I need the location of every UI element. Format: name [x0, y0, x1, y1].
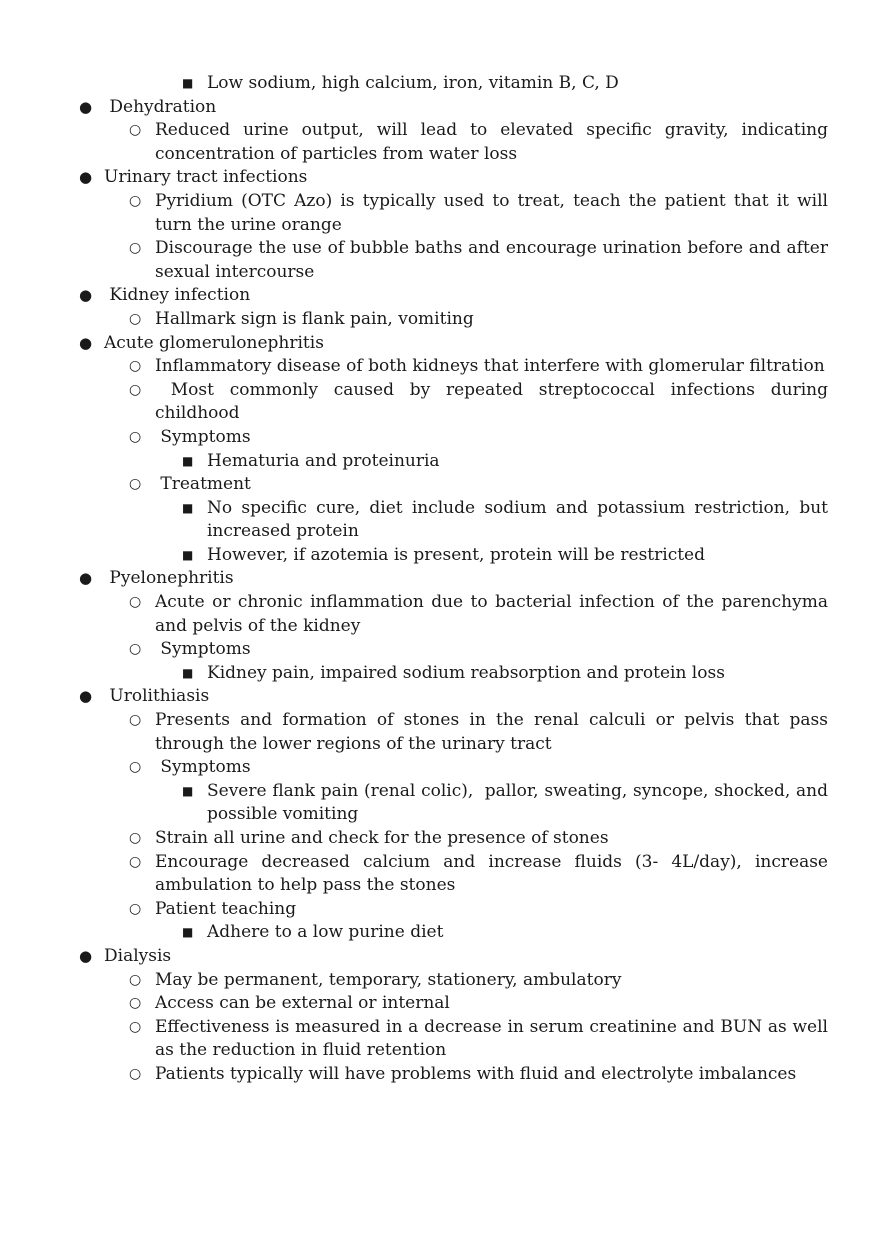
- list-item-level-3: [0, 662, 880, 686]
- square-bullet-icon: ■: [182, 665, 194, 680]
- list-item-level-2: [0, 119, 880, 166]
- hollow-circle-bullet-icon: ○: [129, 759, 142, 776]
- list-item-level-2: [0, 355, 880, 379]
- list-item-text: Dehydration: [104, 96, 217, 117]
- square-bullet-icon: ■: [182, 925, 194, 940]
- list-item-text: Inflammatory disease of both kidneys that interfere with glomerular filtration: [155, 356, 825, 377]
- list-item-text: Acute or chronic inflammation due to bacterial infection of the parenchyma and pelvis of the kidney: [155, 592, 834, 636]
- hollow-circle-bullet-icon: ○: [129, 192, 142, 209]
- square-bullet-icon: ■: [182, 453, 194, 468]
- list-item-text: Severe flank pain (renal colic), pallor, sweating, syncope, shocked, and possible vomiting: [207, 780, 834, 825]
- list-item-text: Dialysis: [104, 945, 172, 966]
- square-bullet-icon: ■: [182, 76, 194, 90]
- list-item-text: Effectiveness is measured in a decrease in serum creatinine and BUN as well as the reduction in fluid retention: [155, 1016, 834, 1061]
- list-item-level-2: [0, 709, 880, 756]
- square-bullet-icon: ■: [182, 783, 194, 798]
- hollow-circle-bullet-icon: ○: [129, 358, 142, 375]
- hollow-circle-bullet-icon: ○: [129, 310, 142, 327]
- square-bullet-icon: ■: [182, 500, 194, 515]
- filled-circle-bullet-icon: ●: [79, 569, 93, 588]
- filled-circle-bullet-icon: ●: [79, 286, 93, 305]
- hollow-circle-bullet-icon: ○: [129, 995, 142, 1012]
- list-item-level-2: [0, 473, 880, 497]
- list-item-text: Pyelonephritis: [104, 568, 234, 589]
- list-item-level-1: [0, 284, 880, 308]
- filled-circle-bullet-icon: ●: [79, 168, 93, 187]
- list-item-text: Low sodium, high calcium, iron, vitamin B, C, D: [207, 73, 619, 93]
- hollow-circle-bullet-icon: ○: [129, 381, 142, 398]
- hollow-circle-bullet-icon: ○: [129, 240, 142, 257]
- list-item-level-2: [0, 190, 880, 237]
- hollow-circle-bullet-icon: ○: [129, 122, 142, 139]
- list-item-level-1: [0, 685, 880, 709]
- list-item-level-3: [0, 921, 880, 945]
- list-item-text: Urolithiasis: [104, 686, 210, 707]
- hollow-circle-bullet-icon: ○: [129, 853, 142, 870]
- list-item-level-1: [0, 96, 880, 120]
- list-item-level-2: [0, 638, 880, 662]
- hollow-circle-bullet-icon: ○: [129, 641, 142, 658]
- list-item-text: Reduced urine output, will lead to elevated specific gravity, indicating concentration of particles from water loss: [155, 120, 834, 164]
- list-item-text: Kidney infection: [104, 285, 251, 306]
- list-item-level-2: [0, 851, 880, 898]
- list-item-level-2: [0, 1016, 880, 1063]
- list-item-text: Treatment: [155, 474, 251, 495]
- list-item-level-1: [0, 945, 880, 969]
- list-item-text: Kidney pain, impaired sodium reabsorption and protein loss: [207, 662, 725, 683]
- square-bullet-icon: ■: [182, 547, 194, 562]
- filled-circle-bullet-icon: ●: [79, 333, 93, 352]
- list-item-text: Urinary tract infections: [104, 167, 308, 188]
- list-item-text: Acute glomerulonephritis: [104, 332, 324, 353]
- list-item-level-2: [0, 379, 880, 426]
- list-item-level-2: [0, 308, 880, 332]
- list-item-level-2: [0, 992, 880, 1016]
- list-item-text: Most commonly caused by repeated streptococcal infections during childhood: [155, 379, 834, 424]
- list-item-level-3: [0, 497, 880, 544]
- list-item-level-2: [0, 591, 880, 638]
- list-item-text: However, if azotemia is present, protein will be restricted: [207, 544, 705, 565]
- list-item-level-2: [0, 237, 880, 284]
- list-item-text: Symptoms: [155, 757, 251, 778]
- list-item-text: Access can be external or internal: [155, 993, 450, 1014]
- list-item-level-3: [0, 450, 880, 474]
- list-item-text: Pyridium (OTC Azo) is typically used to treat, teach the patient that it will turn the urine orange: [155, 190, 834, 235]
- list-item-level-2: [0, 969, 880, 993]
- filled-circle-bullet-icon: ●: [79, 97, 93, 116]
- list-item-text: Hallmark sign is flank pain, vomiting: [155, 308, 474, 329]
- hollow-circle-bullet-icon: ○: [129, 428, 142, 445]
- filled-circle-bullet-icon: ●: [79, 687, 93, 706]
- hollow-circle-bullet-icon: ○: [129, 712, 142, 729]
- list-item-text: Symptoms: [155, 639, 251, 660]
- list-item-level-2: [0, 827, 880, 851]
- list-item-level-1: [0, 332, 880, 356]
- hollow-circle-bullet-icon: ○: [129, 900, 142, 917]
- list-item-text: Patient teaching: [155, 898, 297, 919]
- list-item-text: Adhere to a low purine diet: [207, 922, 444, 943]
- hollow-circle-bullet-icon: ○: [129, 1018, 142, 1035]
- list-item-level-1: [0, 166, 880, 190]
- list-item-level-3: [0, 544, 880, 568]
- hollow-circle-bullet-icon: ○: [129, 594, 142, 611]
- list-item-text: No specific cure, diet include sodium and potassium restriction, but increased protein: [207, 497, 834, 542]
- list-item-level-3: [0, 780, 880, 827]
- list-item-text: Hematuria and proteinuria: [207, 450, 440, 471]
- list-item-text: Symptoms: [155, 426, 251, 447]
- list-item-level-2: [0, 756, 880, 780]
- filled-circle-bullet-icon: ●: [79, 946, 93, 965]
- list-item-level-1: [0, 567, 880, 591]
- list-item-text: Presents and formation of stones in the renal calculi or pelvis that pass through the lower regions of the urinary tract: [155, 710, 834, 754]
- hollow-circle-bullet-icon: ○: [129, 971, 142, 988]
- hollow-circle-bullet-icon: ○: [129, 476, 142, 493]
- list-item-text: Encourage decreased calcium and increase fluids (3- 4L/day), increase ambulation to help pass the stones: [155, 851, 834, 896]
- list-item-text: Patients typically will have problems with fluid and electrolyte imbalances: [155, 1063, 797, 1084]
- list-item-text: Discourage the use of bubble baths and encourage urination before and after sexual intercourse: [155, 238, 834, 282]
- notes-list: [0, 72, 880, 1087]
- hollow-circle-bullet-icon: ○: [129, 1065, 142, 1082]
- list-item-level-3: [0, 72, 880, 96]
- list-item-level-2: [0, 898, 880, 922]
- list-item-text: May be permanent, temporary, stationery, ambulatory: [155, 969, 622, 990]
- list-item-level-2: [0, 1063, 880, 1087]
- list-item-level-2: [0, 426, 880, 450]
- hollow-circle-bullet-icon: ○: [129, 830, 142, 846]
- list-item-text: Strain all urine and check for the presence of stones: [155, 828, 609, 848]
